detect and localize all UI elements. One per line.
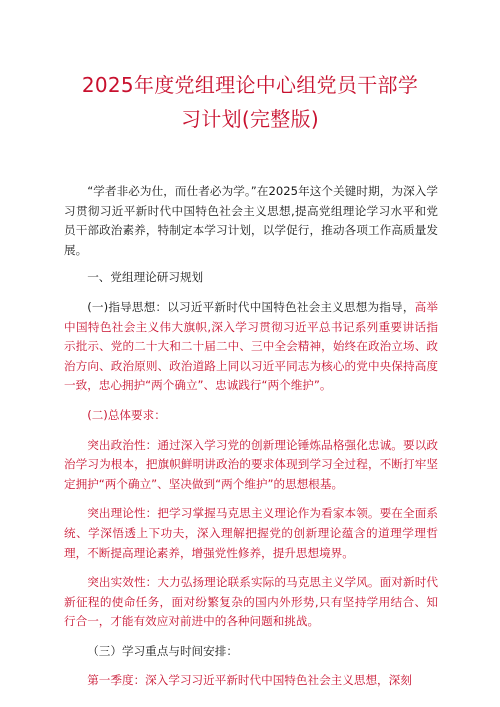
title-line-1: 2025年度党组理论中心组党员干部学: [81, 73, 419, 97]
title-line-2: 习计划(完整版): [180, 107, 319, 131]
overall-requirements-heading: (二)总体要求：: [87, 407, 166, 422]
requirement-theoretical: 突出理论性：把学习掌握马克思主义理论作为看家本领。要在全面系统、学深悟透上下功夫，深入理解把握党的创新理论蕴含的道理学理哲理，不断提高理论素养，增强党性修养，提升思想境界。: [64, 506, 438, 560]
study-focus-heading: （三）学习重点与时间安排：: [87, 643, 238, 658]
intro-paragraph: “学者非必为仕，而仕者必为学。”在2025年这个关键时期，为深入学习贯彻习近平新时代中国特色社会主义思想,提高党组理论学习水平和党员干部政治素养，特制定本学习计划，以学促行，推动各项工作高质量发展。: [64, 184, 438, 257]
requirement-practical: 突出实效性：大力弘扬理论联系实际的马克思主义学风。面对新时代新征程的使命任务，面对纷繁复杂的国内外形势,只有坚持学用结合、知行合一，才能有效应对前进中的各种问题和挑战。: [64, 575, 438, 629]
guiding-ideology-paragraph: [64, 298, 438, 396]
document-title: [40, 68, 460, 136]
guiding-ideology-body: 高举中国特色社会主义伟大旗帜,深入学习贯彻习近平总书记系列重要讲话指示批示、党的二十大和二十届二中、三中全会精神，始终在政治立场、政治方向、政治原则、政治道路上同以习近平同志为核心的党中央保持高度一致，忠心拥护“两个确立”、忠诚践行“两个维护”。: [64, 299, 438, 393]
requirement-political: 突出政治性：通过深入学习党的创新理论锤炼品格强化忠诚。要以政治学习为根本，把旗帜鲜明讲政治的要求体现到学习全过程，不断打牢坚定拥护“两个确立”、坚决做到“两个维护”的思想根基。: [64, 437, 438, 491]
guiding-ideology-lead: (一)指导思想：以习近平新时代中国特色社会主义思想为指导，: [87, 299, 415, 314]
first-quarter-paragraph: 第一季度：深入学习习近平新时代中国特色社会主义思想，深刻: [87, 673, 412, 688]
document-body: [64, 182, 438, 691]
section-1-heading: 一、党组理论研习规划: [87, 270, 204, 285]
